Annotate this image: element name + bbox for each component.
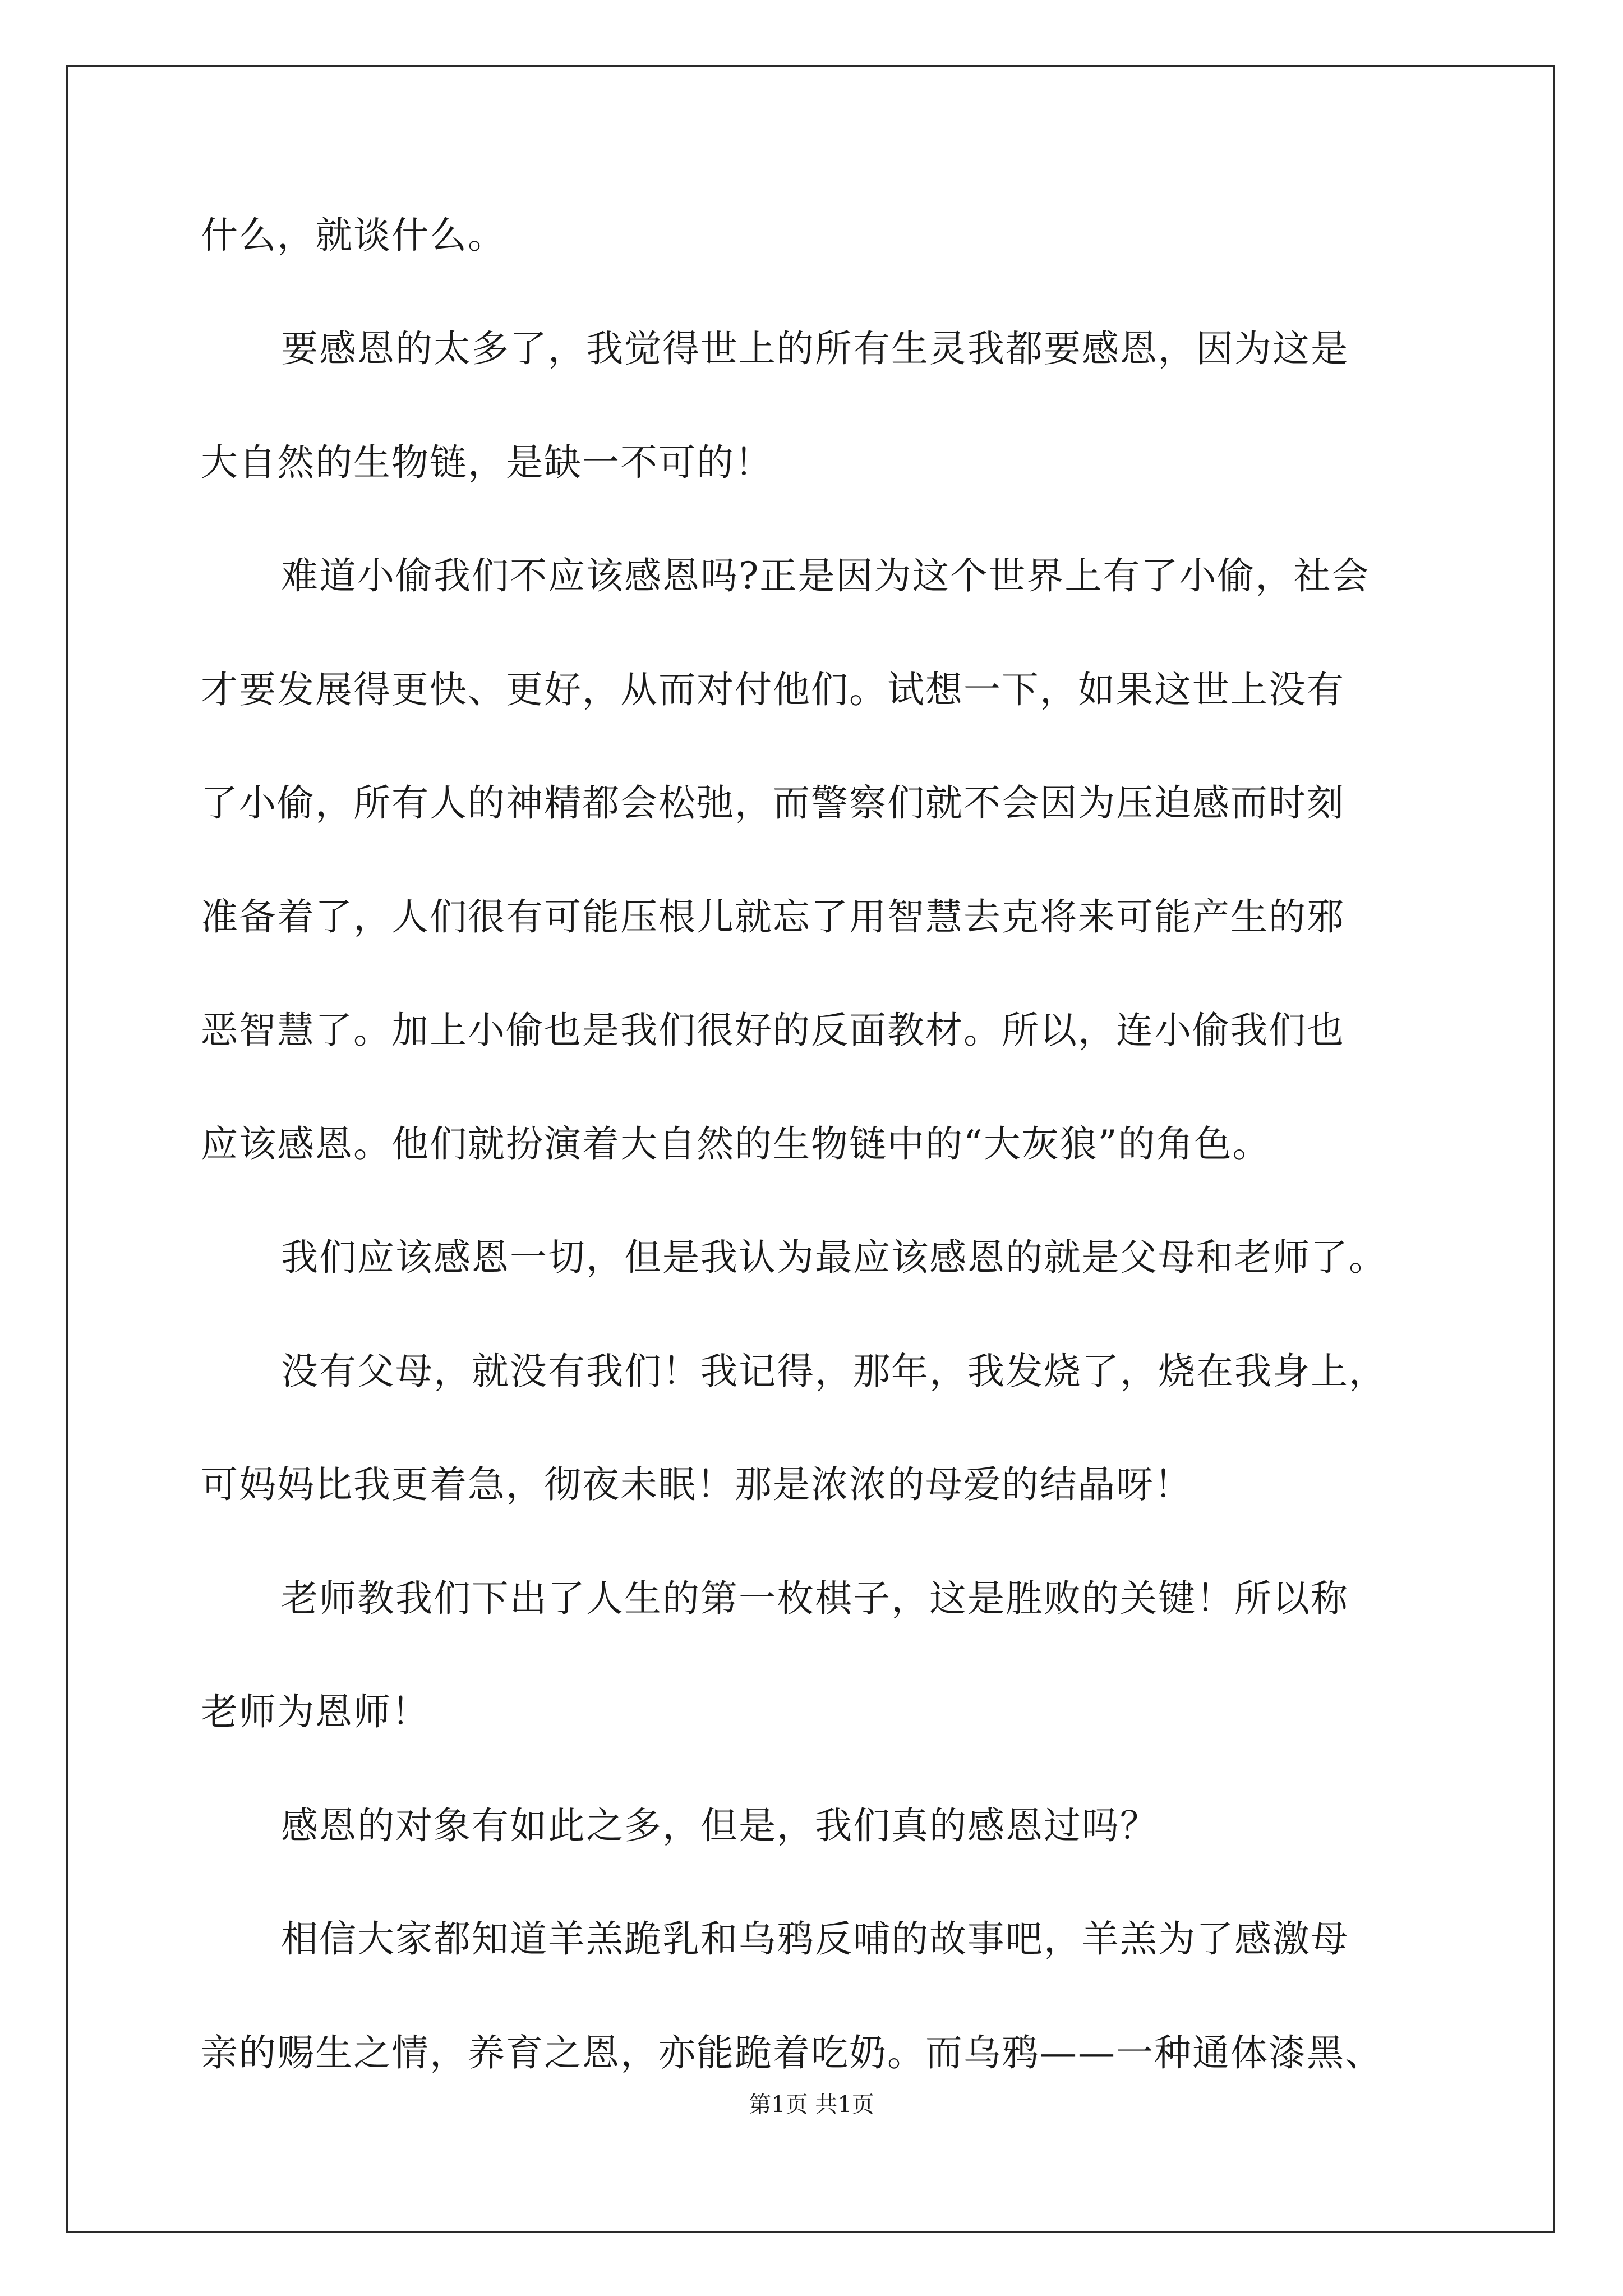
paragraph-start-line: 相信大家都知道羊羔跪乳和乌鸦反哺的故事吧，羊羔为了感激母 bbox=[281, 1917, 1349, 1961]
text-line: 恶智慧了。加上小偷也是我们很好的反面教材。所以，连小偷我们也 bbox=[201, 1009, 1345, 1052]
text-line: 才要发展得更快、更好，从而对付他们。试想一下，如果这世上没有 bbox=[201, 668, 1345, 711]
text-line: 老师为恩师！ bbox=[201, 1690, 430, 1733]
paragraph-start-line: 没有父母，就没有我们！我记得，那年，我发烧了，烧在我身上， bbox=[281, 1350, 1387, 1393]
text-line: 大自然的生物链，是缺一不可的！ bbox=[201, 441, 773, 484]
text-line: 了小偷，所有人的神精都会松弛，而警察们就不会因为压迫感而时刻 bbox=[201, 781, 1345, 825]
page-number-footer: 第1页 共1页 bbox=[749, 2092, 874, 2118]
paragraph-start-line: 老师教我们下出了人生的第一枚棋子，这是胜败的关键！所以称 bbox=[281, 1577, 1349, 1620]
paragraph-start-line: 感恩的对象有如此之多，但是，我们真的感恩过吗？ bbox=[281, 1804, 1158, 1847]
text-line: 亲的赐生之情，养育之恩，亦能跪着吃奶。而乌鸦——一种通体漆黑、 bbox=[201, 2031, 1383, 2074]
paragraph-start-line: 要感恩的太多了，我觉得世上的所有生灵我都要感恩，因为这是 bbox=[281, 327, 1349, 370]
text-line: 准备着了，人们很有可能压根儿就忘了用智慧去克将来可能产生的邪 bbox=[201, 895, 1345, 938]
text-line: 应该感恩。他们就扮演着大自然的生物链中的“大灰狼”的角色。 bbox=[201, 1122, 1271, 1166]
paragraph-start-line: 难道小偷我们不应该感恩吗?正是因为这个世界上有了小偷，社会 bbox=[281, 554, 1370, 597]
text-line: 可妈妈比我更着急，彻夜未眠！那是浓浓的母爱的结晶呀！ bbox=[201, 1463, 1192, 1506]
paragraph-start-line: 我们应该感恩一切，但是我认为最应该感恩的就是父母和老师了。 bbox=[281, 1236, 1387, 1279]
text-line: 什么，就谈什么。 bbox=[201, 214, 506, 257]
